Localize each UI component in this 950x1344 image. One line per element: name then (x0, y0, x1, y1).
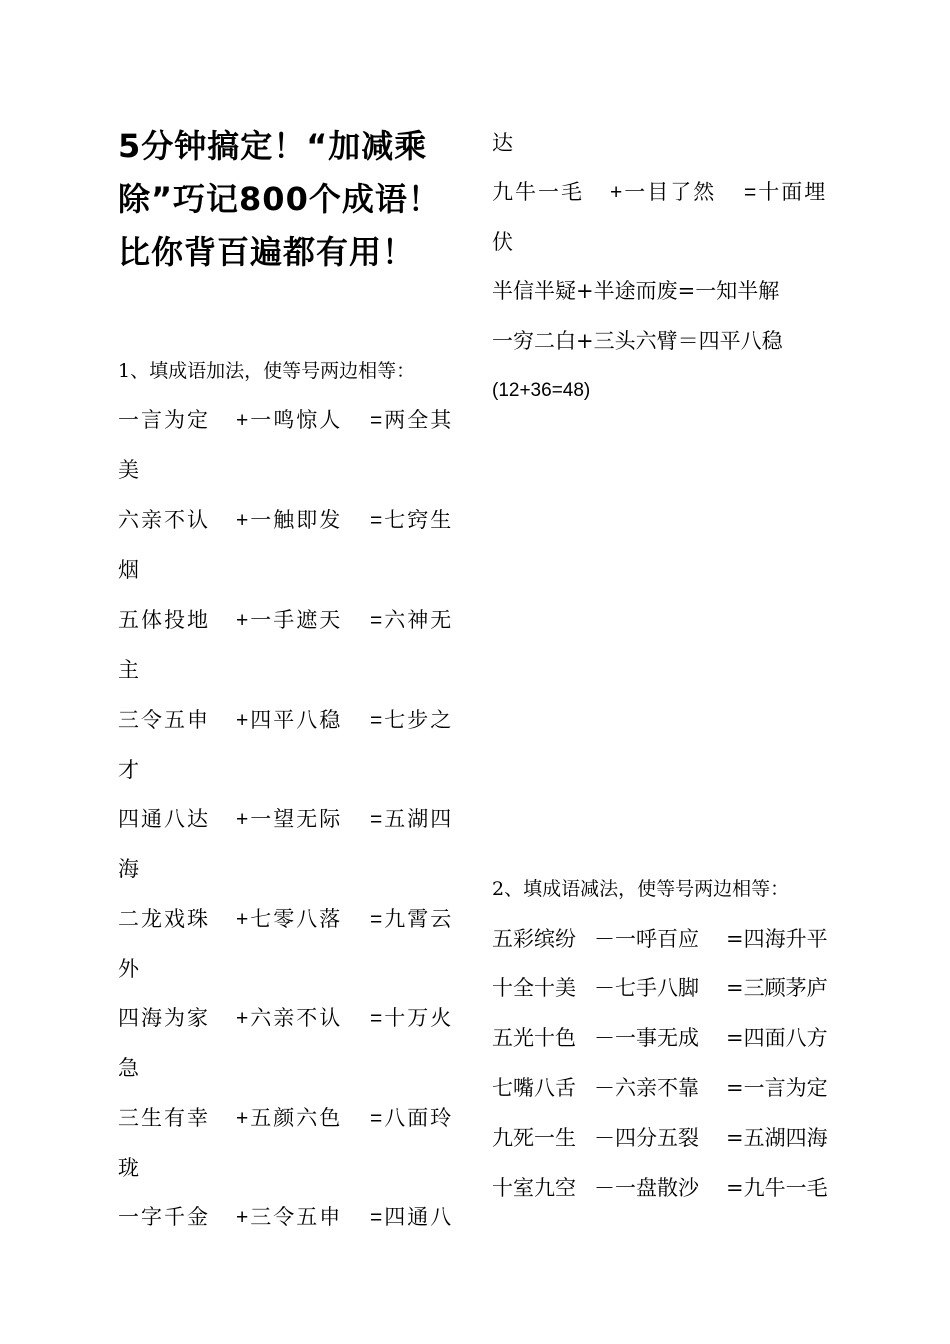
subtraction-row (492, 924, 828, 954)
idiom-b: －七手八脚 (594, 976, 699, 1000)
section1-heading: 1、填成语加法，使等号两边相等： (118, 360, 416, 382)
addition-row (118, 705, 453, 736)
addition-row-wrap: 伏 (492, 230, 515, 254)
addition-row (492, 177, 827, 208)
idiom-c: =四通八 (370, 1206, 454, 1229)
subtraction-row (492, 1173, 828, 1203)
idiom-c: =五湖四海 (726, 1126, 828, 1150)
idiom-c: =四海升平 (726, 927, 828, 951)
idiom-b: +一鸣惊人 (236, 409, 343, 432)
addition-row-wrap: 达 (492, 131, 515, 155)
addition-row (118, 1003, 453, 1034)
addition-row (118, 904, 453, 935)
idiom-a: 四通八达 (118, 807, 210, 831)
idiom-b: +七零八落 (236, 908, 343, 931)
idiom-a: 一言为定 (118, 408, 210, 432)
idiom-c: =七步之 (370, 709, 454, 732)
addition-row-wrap: 才 (118, 758, 141, 782)
idiom-b: －一事无成 (594, 1026, 699, 1050)
idiom-b: －一呼百应 (594, 927, 699, 951)
idiom-b: +五颜六色 (236, 1107, 343, 1130)
idiom-b: +六亲不认 (236, 1007, 343, 1030)
idiom-a: 五彩缤纷 (492, 927, 576, 951)
subtraction-row (492, 973, 828, 1003)
idiom-b: －四分五裂 (594, 1126, 699, 1150)
addition-row (118, 1103, 453, 1134)
idiom-c: =四面八方 (726, 1026, 828, 1050)
sum-note: (12+36=48) (492, 380, 591, 401)
idiom-b: +三令五申 (236, 1206, 343, 1229)
idiom-a: 十室九空 (492, 1176, 576, 1200)
addition-row-wrap: 美 (118, 458, 141, 482)
addition-row-wrap: 海 (118, 857, 141, 881)
idiom-a: 九牛一毛 (492, 180, 584, 204)
idiom-c: =九霄云 (370, 908, 454, 931)
idiom-c: =八面玲 (370, 1107, 454, 1130)
idiom-b: +四平八稳 (236, 709, 343, 732)
idiom-c: =十面埋 (744, 181, 828, 204)
addition-row (118, 505, 453, 536)
subtraction-row (492, 1023, 828, 1053)
idiom-a: 三生有幸 (118, 1106, 210, 1130)
idiom-a: 十全十美 (492, 976, 576, 1000)
idiom-c: =七窍生 (370, 509, 454, 532)
idiom-b: +一目了然 (610, 181, 717, 204)
page-title: 5分钟搞定！“加减乘除”巧记800个成语！比你背百遍都有用！ (118, 127, 441, 271)
idiom-c: =一言为定 (726, 1076, 828, 1100)
idiom-a: 四海为家 (118, 1006, 210, 1030)
idiom-a: 二龙戏珠 (118, 907, 210, 931)
addition-line: 一穷二白+三头六臂＝四平八稳 (492, 329, 783, 353)
idiom-c: =五湖四 (370, 808, 454, 831)
idiom-c: =六神无 (370, 609, 454, 632)
idiom-a: 三令五申 (118, 708, 210, 732)
idiom-b: +一望无际 (236, 808, 343, 831)
idiom-c: =十万火 (370, 1007, 454, 1030)
subtraction-row (492, 1073, 828, 1103)
addition-row-wrap: 急 (118, 1056, 141, 1080)
section2-heading: 2、填成语减法，使等号两边相等： (492, 878, 790, 900)
idiom-b: +一手遮天 (236, 609, 343, 632)
addition-line: 半信半疑+半途而废=一知半解 (492, 279, 780, 303)
idiom-c: =两全其 (370, 409, 454, 432)
idiom-b: －一盘散沙 (594, 1176, 699, 1200)
addition-row (118, 405, 453, 436)
idiom-a: 五体投地 (118, 608, 210, 632)
idiom-a: 九死一生 (492, 1126, 576, 1150)
idiom-c: =九牛一毛 (726, 1176, 828, 1200)
subtraction-row (492, 1123, 828, 1153)
idiom-b: +一触即发 (236, 509, 343, 532)
idiom-a: 七嘴八舌 (492, 1076, 576, 1100)
addition-row-wrap: 主 (118, 658, 141, 682)
addition-row (118, 605, 453, 636)
addition-row (118, 804, 453, 835)
addition-row-wrap: 珑 (118, 1156, 141, 1180)
idiom-c: =三顾茅庐 (726, 976, 828, 1000)
idiom-a: 一字千金 (118, 1205, 210, 1229)
addition-row (118, 1202, 453, 1233)
idiom-a: 五光十色 (492, 1026, 576, 1050)
idiom-b: －六亲不靠 (594, 1076, 699, 1100)
addition-row-wrap: 外 (118, 957, 141, 981)
idiom-a: 六亲不认 (118, 508, 210, 532)
addition-row-wrap: 烟 (118, 558, 141, 582)
